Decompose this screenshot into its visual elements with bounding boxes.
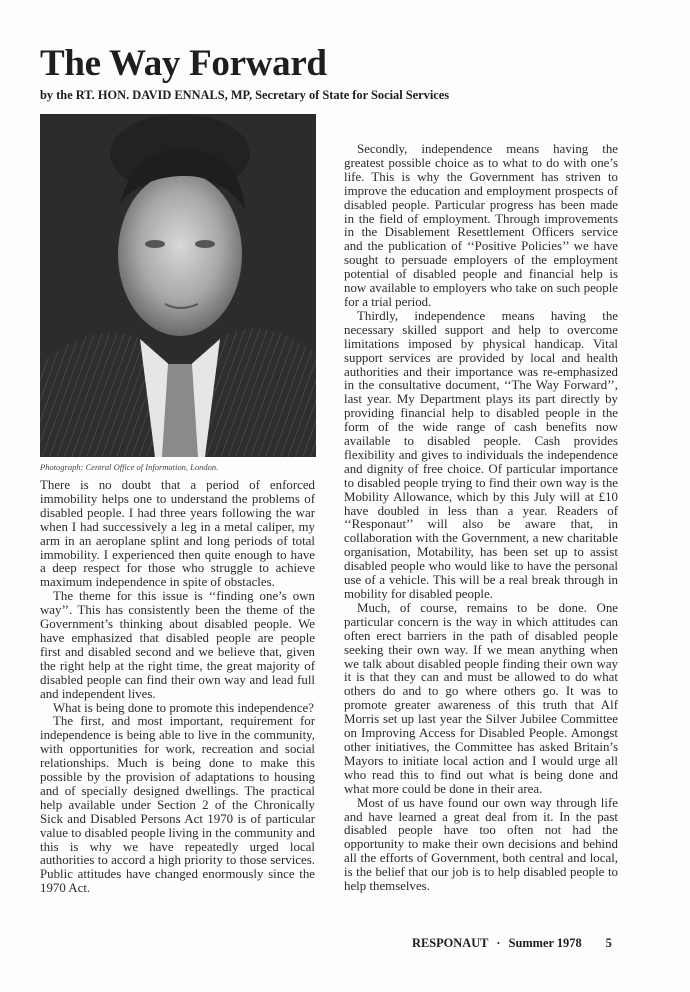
paragraph: Most of us have found our own way through life and have learned a great deal from it. In the past disabled people have too often not had the opportunity to make their own decisions and behind all the efforts of Government, both central and local, is the belief that our job is to help disabled people to help themselves.: [344, 795, 618, 894]
separator-dot: ·: [496, 936, 501, 950]
paragraph: What is being done to promote this independence?: [53, 700, 314, 715]
paragraph: Thirdly, independence means having the necessary skilled support and help to overcome limitations imposed by physical handicap. Vital support services are provided by local and health authorities and their importance was re-emphasized in the consultative document, ‘‘The Way Forward’’, last year. My Department plays its part directly by providing financial help to disabled people in the form of the wide range of cash benefits now available to disabled people. Cash provides flexibility and gives to individuals the independence and dignity of free choice. Of particular importance to disabled people trying to find their own way is the Mobility Allowance, which by this July will at £10 have doubled in less than a year. Readers of ‘‘Responaut’’ will also be aware that, in collaboration with the Government, a new charitable organisation, Motability, has been set up to assist disabled people who would like to have the personal use of a vehicle. This will be a real break through in mobility for disabled people.: [344, 308, 618, 601]
paragraph: The first, and most important, requirement for independence is being able to live in the community, with opportunities for work, recreation and social relationships. Much is being done to make this possible by the provision of adaptations to housing and of specially designed dwellings. The practical help available under Section 2 of the Chronically Sick and Disabled Persons Act 1970 is of particular value to disabled people living in the community and this is why we have repeatedly urged local authorities to accord a high priority to those services. Public attitudes have changed enormously since the 1970 Act.: [40, 714, 315, 896]
portrait-image: [40, 114, 316, 457]
page-number: 5: [605, 936, 612, 950]
portrait-photo: [40, 114, 316, 457]
photo-caption: Photograph: Central Office of Information, London.: [40, 462, 219, 472]
article-column-left: [40, 479, 315, 896]
paragraph: The theme for this issue is ‘‘finding one’s own way’’. This has consistently been the theme of the Government’s thinking about disabled people. We have emphasized that disabled people are people first and disabled second and we believe that, given the right help at the right time, the great majority of disabled people can find their own way and lead full and independent lives.: [40, 589, 315, 701]
paragraph: Secondly, independence means having the greatest possible choice as to what to do with one’s life. This is why the Government has striven to improve the education and employment prospects of disabled people. Particular progress has been made in the field of employment. Through improvements in the Disablement Resettlement Officers service and the publication of ‘‘Positive Policies’’ we have sought to persuade employers of the employment potential of disabled people and financial help is now available to employers who take on such people for a trial period.: [344, 142, 618, 309]
paragraph: There is no doubt that a period of enforced immobility helps one to understand the problems of disabled people. I had three years following the war when I had successively a leg in a metal caliper, my arm in an aeroplane splint and long periods of total immobility. I experienced then quite enough to have a deep respect for those who struggle to achieve maximum independence in spite of obstacles.: [40, 478, 315, 590]
article-column-right: [344, 143, 618, 894]
issue-date: Summer 1978: [508, 936, 582, 950]
page-footer: [412, 936, 652, 951]
article-title: The Way Forward: [40, 43, 327, 84]
article-byline: by the RT. HON. DAVID ENNALS, MP, Secretary of State for Social Services: [40, 88, 450, 102]
paragraph: Much, of course, remains to be done. One particular concern is the way in which attitudes can often erect barriers in the path of disabled people seeking their own way. If we mean anything when we talk about disabled people finding their own way it is that they can and must be allowed to do what others do and to go where others go. It was to promote greater awareness of this truth that Alf Morris set up last year the Silver Jubilee Committee on Improving Access for Disabled People. Amongst other initiatives, the Committee has asked Britain’s Mayors to initiate local action and I would urge all who read this to find out what is being done and what more could be done in their area.: [344, 600, 618, 796]
publication-name: RESPONAUT: [412, 936, 489, 950]
